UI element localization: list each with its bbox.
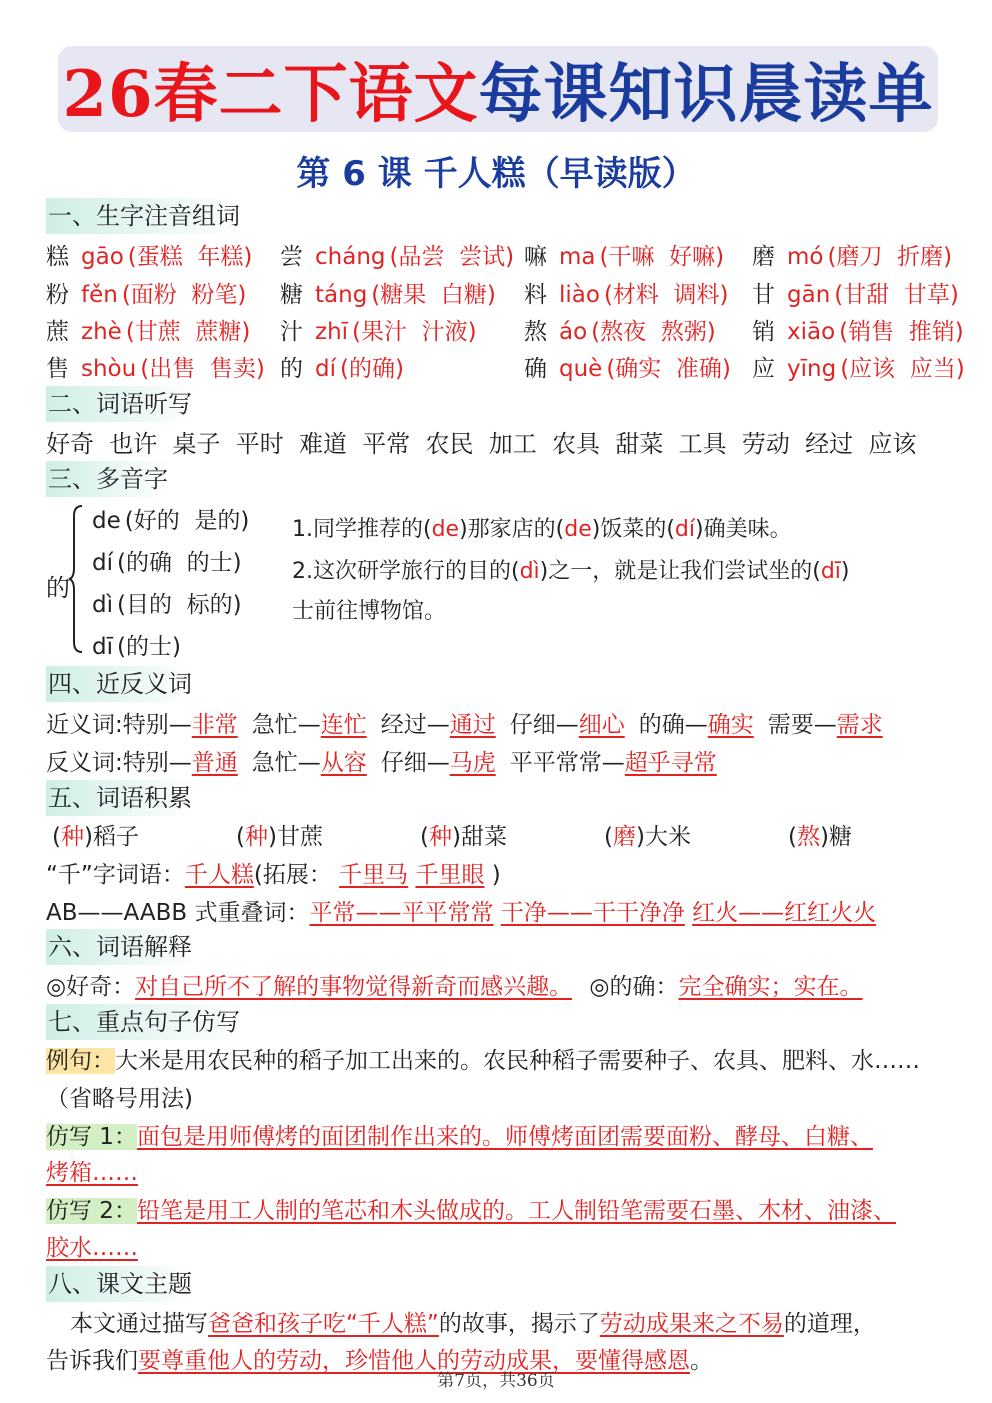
polyphone-sentence-1 xyxy=(292,512,792,543)
imitation-text: 铅笔是用工人制的笔芯和木头做成的。工人制铅笔需要石墨、木材、油漆、 xyxy=(136,1198,896,1224)
pinyin: yīng xyxy=(787,356,837,382)
antonym-pair xyxy=(252,750,367,776)
pinyin: áo xyxy=(559,319,588,345)
fill-in-item: (种)甜菜 xyxy=(420,824,507,850)
word-pair: (干嘛 好嘛) xyxy=(599,244,725,270)
pair-answer: 确实 xyxy=(707,712,754,738)
pair-answer: 从容 xyxy=(320,750,367,776)
synonym-pair xyxy=(381,712,496,738)
pair-prefix: 的确— xyxy=(638,712,708,738)
answer: de xyxy=(431,517,460,542)
synonym-pair xyxy=(639,712,754,738)
word-pair: (甘甜 甘草) xyxy=(834,282,959,308)
explain-definition: 对自己所不了解的事物觉得新奇而感兴趣。 xyxy=(135,974,573,1000)
pair-answer: 非常 xyxy=(191,712,238,738)
dictation-words: 好奇 也许 桌子 平时 难道 平常 农民 加工 农具 甜菜 工具 劳动 经过 应该 xyxy=(46,430,917,458)
pinyin: dí xyxy=(315,356,336,382)
character: 应 xyxy=(752,356,775,382)
antonym-row xyxy=(46,744,717,777)
explanation-row xyxy=(46,968,862,1001)
explain-word: ◎好奇： xyxy=(46,974,136,1000)
word-pair: (材料 调料) xyxy=(603,282,729,308)
qian-words-row xyxy=(46,856,501,889)
pair-answer: 细心 xyxy=(578,712,625,738)
imitation-1-cont xyxy=(46,1154,138,1187)
pair-prefix: 特别— xyxy=(122,712,192,738)
synonym-pair xyxy=(768,712,883,738)
example-note: （省略号用法) xyxy=(46,1086,193,1112)
page-footer: 第7页，共36页 xyxy=(437,1371,555,1391)
pinyin: ma xyxy=(559,244,596,270)
section-heading-characters: 一、生字注音组词 xyxy=(46,198,244,234)
fill-in-item: (磨)大米 xyxy=(604,824,691,850)
qian-ext-label: (拓展： xyxy=(253,862,332,888)
fill-answer: 种 xyxy=(244,824,268,850)
aabb-word: 平常——平平常常 xyxy=(309,900,494,926)
section-heading-polyphone: 三、多音字 xyxy=(46,461,172,497)
antonym-pair xyxy=(381,750,496,776)
sentence-text: 1.同学推荐的( xyxy=(292,517,432,542)
synonym-row xyxy=(46,706,883,739)
character-entry xyxy=(46,238,252,271)
reading-words: (的士) xyxy=(117,634,181,660)
aabb-word: 红火——红红火火 xyxy=(692,900,877,926)
fill-word: 甘蔗 xyxy=(276,824,323,850)
character: 磨 xyxy=(752,244,775,270)
pinyin: táng xyxy=(315,282,368,308)
aabb-row xyxy=(46,894,876,927)
character-entry xyxy=(280,313,477,346)
character-entry xyxy=(524,350,731,383)
character-entry xyxy=(280,276,496,309)
reading-pinyin: dì xyxy=(92,592,113,618)
character: 糕 xyxy=(46,244,69,270)
pinyin: gāo xyxy=(81,244,124,270)
section-heading-imitation: 七、重点句子仿写 xyxy=(46,1004,244,1040)
answer: dí xyxy=(674,517,695,542)
fill-word: 糖 xyxy=(828,824,852,850)
polyphone-reading xyxy=(92,628,181,661)
pinyin: què xyxy=(559,356,603,382)
word-pair: (出售 售卖) xyxy=(140,356,265,382)
character: 销 xyxy=(752,319,775,345)
pair-prefix: 特别— xyxy=(122,750,192,776)
fill-in-item: (熬)糖 xyxy=(788,824,852,850)
pair-prefix: 经过— xyxy=(380,712,450,738)
qian-main-word: 千人糕 xyxy=(184,862,254,888)
word-pair: (熬夜 熬粥) xyxy=(591,319,716,345)
character-entry xyxy=(46,350,265,383)
synonym-pair xyxy=(510,712,625,738)
word-pair: (糖果 白糖) xyxy=(371,282,496,308)
character: 糖 xyxy=(280,282,303,308)
fill-in-item: (种)甘蔗 xyxy=(236,824,323,850)
example-sentence xyxy=(46,1042,920,1075)
sentence-text: )饭菜的( xyxy=(591,517,675,542)
fill-answer: 种 xyxy=(60,824,84,850)
word-pair: (品尝 尝试) xyxy=(389,244,515,270)
character-entry xyxy=(752,276,959,309)
character-entry xyxy=(524,238,724,271)
pinyin: mó xyxy=(787,244,824,270)
word-pair: (磨刀 折磨) xyxy=(827,244,953,270)
title-banner xyxy=(58,46,938,132)
word-pair: (的确) xyxy=(340,356,404,382)
reading-pinyin: dí xyxy=(92,550,113,576)
reading-pinyin: dī xyxy=(92,634,113,660)
example-label: 例句： xyxy=(46,1048,115,1074)
character-entry xyxy=(752,238,952,271)
character: 售 xyxy=(46,356,69,382)
section-heading-theme: 八、课文主题 xyxy=(46,1266,196,1302)
sentence-text: )那家店的( xyxy=(459,517,565,542)
answer: dì xyxy=(519,559,540,584)
sentence-text: ) xyxy=(840,559,850,584)
theme-text: 。 xyxy=(690,1348,713,1374)
character: 的 xyxy=(280,356,303,382)
character: 尝 xyxy=(280,244,303,270)
theme-text: 的道理， xyxy=(783,1311,876,1337)
pair-prefix: 平平常常— xyxy=(509,750,625,776)
theme-key: 要尊重他人的劳动，珍惜他人的劳动成果，要懂得感恩 xyxy=(138,1348,690,1374)
answer: dī xyxy=(820,559,841,584)
qian-ext-word: 千里马 xyxy=(339,862,409,888)
character: 熬 xyxy=(524,319,547,345)
character: 蔗 xyxy=(46,319,69,345)
word-pair: (甘蔗 蔗糖) xyxy=(125,319,251,345)
section-heading-accumulation: 五、词语积累 xyxy=(46,780,196,816)
word-pair: (面粉 粉笔) xyxy=(121,282,247,308)
reading-words: (的确 的士) xyxy=(117,550,242,576)
lesson-title: 第 6 课 千人糕（早读版） xyxy=(296,154,696,194)
pair-prefix: 急忙— xyxy=(251,712,321,738)
page-title xyxy=(62,43,933,135)
imitation-text: 烤箱…… xyxy=(46,1160,138,1186)
imitation-label: 仿写 2： xyxy=(46,1198,137,1224)
character-entry xyxy=(46,313,250,346)
sentence-text: )确美味。 xyxy=(695,517,792,542)
reading-pinyin: de xyxy=(92,508,121,534)
section-heading-synonyms: 四、近反义词 xyxy=(46,666,196,702)
word-pair: (蛋糕 年糕) xyxy=(127,244,253,270)
sentence-text: )之一，就是让我们尝试坐的( xyxy=(539,559,821,584)
section-heading-explanation: 六、词语解释 xyxy=(46,929,196,965)
pinyin: xiāo xyxy=(787,319,836,345)
synonym-pair xyxy=(123,712,238,738)
character-entry xyxy=(524,313,716,346)
word-pair: (确实 准确) xyxy=(606,356,731,382)
imitation-text: 胶水…… xyxy=(46,1235,138,1261)
pinyin: zhī xyxy=(315,319,349,345)
word-pair: (销售 推销) xyxy=(839,319,964,345)
character-entry xyxy=(524,276,729,309)
pinyin: fěn xyxy=(81,282,118,308)
character-entry xyxy=(752,350,965,383)
explain-word: ◎的确： xyxy=(589,974,679,1000)
reading-words: (好的 是的) xyxy=(124,508,250,534)
pinyin: zhè xyxy=(81,319,122,345)
theme-line-1 xyxy=(70,1305,876,1338)
fill-word: 甜菜 xyxy=(460,824,507,850)
pair-prefix: 仔细— xyxy=(380,750,450,776)
word-pair: (应该 应当) xyxy=(840,356,965,382)
fill-word: 大米 xyxy=(644,824,691,850)
imitation-1 xyxy=(46,1118,873,1151)
pinyin: liào xyxy=(559,282,600,308)
qian-close: ) xyxy=(491,862,501,888)
theme-key: 劳动成果来之不易 xyxy=(599,1311,784,1337)
fill-word: 稻子 xyxy=(92,824,139,850)
character: 粉 xyxy=(46,282,69,308)
answer: de xyxy=(564,517,592,542)
character: 料 xyxy=(524,282,547,308)
pair-answer: 通过 xyxy=(449,712,496,738)
character: 确 xyxy=(524,356,547,382)
aabb-label: AB——AABB 式重叠词： xyxy=(46,900,310,926)
section-heading-dictation: 二、词语听写 xyxy=(46,386,196,422)
character-entry xyxy=(46,276,246,309)
polyphone-char: 的 xyxy=(46,574,70,602)
theme-text: 本文通过描写 xyxy=(70,1311,208,1337)
title-part-b: 每课知识晨读单 xyxy=(478,57,934,132)
aabb-word: 干净——干干净净 xyxy=(500,900,685,926)
antonym-pair xyxy=(123,750,238,776)
synonym-label: 近义词: xyxy=(46,712,123,738)
imitation-label: 仿写 1： xyxy=(46,1124,137,1150)
pair-prefix: 仔细— xyxy=(509,712,579,738)
explain-definition: 完全确实；实在。 xyxy=(678,974,863,1000)
antonym-label: 反义词: xyxy=(46,750,123,776)
sentence-text: 2.这次研学旅行的目的( xyxy=(292,559,520,584)
character: 汁 xyxy=(280,319,303,345)
polyphone-sentence-2 xyxy=(292,554,850,585)
antonym-pair xyxy=(510,750,717,776)
title-part-a: 26春二下语文 xyxy=(62,57,479,132)
character: 甘 xyxy=(752,282,775,308)
pair-answer: 超乎寻常 xyxy=(624,750,717,776)
word-pair: (果汁 汁液) xyxy=(352,319,477,345)
synonym-pair xyxy=(252,712,367,738)
pair-answer: 连忙 xyxy=(320,712,367,738)
polyphone-reading xyxy=(92,502,249,535)
polyphone-sentence-2-cont: 士前往博物馆。 xyxy=(292,599,447,624)
theme-key: 爸爸和孩子吃“千人糕” xyxy=(208,1311,439,1337)
character-entry xyxy=(752,313,964,346)
pair-answer: 马虎 xyxy=(449,750,496,776)
pair-prefix: 需要— xyxy=(767,712,837,738)
imitation-text: 面包是用师傅烤的面团制作出来的。师傅烤面团需要面粉、酵母、白糖、 xyxy=(136,1124,873,1150)
theme-text: 告诉我们 xyxy=(46,1348,138,1374)
pinyin: shòu xyxy=(81,356,137,382)
theme-text: 的故事，揭示了 xyxy=(438,1311,600,1337)
example-text: 大米是用农民种的稻子加工出来的。农民种稻子需要种子、农具、肥料、水…… xyxy=(115,1048,920,1074)
fill-answer: 磨 xyxy=(612,824,636,850)
character-entry xyxy=(280,238,514,271)
qian-label: “千”字词语： xyxy=(46,862,185,888)
reading-words: (目的 标的) xyxy=(117,592,242,618)
character: 嘛 xyxy=(524,244,547,270)
imitation-2-cont xyxy=(46,1229,138,1262)
pair-answer: 需求 xyxy=(836,712,883,738)
pinyin: cháng xyxy=(315,244,386,270)
fill-answer: 种 xyxy=(428,824,452,850)
pinyin: gān xyxy=(787,282,831,308)
fill-answer: 熬 xyxy=(796,824,820,850)
qian-ext-word: 千里眼 xyxy=(415,862,485,888)
pair-prefix: 急忙— xyxy=(251,750,321,776)
polyphone-reading xyxy=(92,586,242,619)
brace-icon xyxy=(68,504,84,654)
pair-answer: 普通 xyxy=(191,750,238,776)
imitation-2 xyxy=(46,1192,896,1225)
polyphone-reading xyxy=(92,544,242,577)
character-entry xyxy=(280,350,404,383)
fill-in-item: (种)稻子 xyxy=(52,824,139,850)
